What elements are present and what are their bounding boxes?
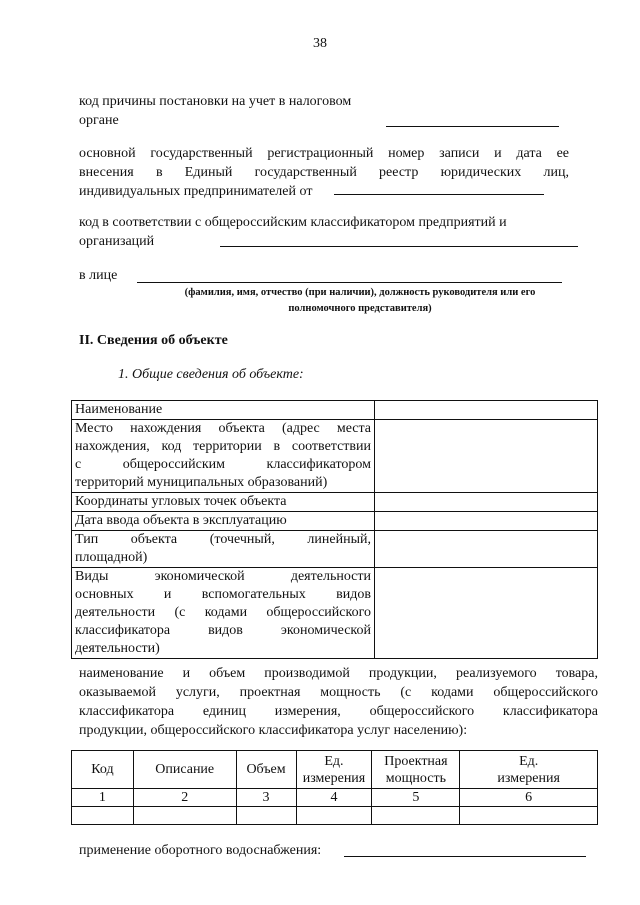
object-info-label-line: площадной) [75, 550, 148, 565]
object-info-value[interactable] [375, 568, 598, 659]
empty-cell[interactable] [133, 807, 236, 825]
empty-cell[interactable] [460, 807, 598, 825]
number-cell: 2 [133, 789, 236, 807]
object-info-label [72, 512, 375, 531]
object-info-table [71, 400, 598, 659]
empty-cell[interactable] [236, 807, 296, 825]
object-info-label-line: Виды экономической деятельности [75, 569, 371, 584]
object-info-label [72, 568, 375, 659]
ogrn-label-line2: внесения в Единый государственный реестр юридических лиц, [79, 165, 569, 180]
header-cell-volume: Объем [236, 751, 296, 789]
products-line1: наименование и объем производимой продукции, реализуемого товара, [79, 666, 598, 681]
object-info-label-line: Наименование [75, 402, 163, 417]
object-info-label-line: основных и вспомогательных видов [75, 587, 371, 602]
object-info-value[interactable] [375, 401, 598, 420]
object-info-row [72, 420, 598, 493]
number-cell: 6 [460, 789, 598, 807]
object-info-row [72, 401, 598, 420]
water-supply-fill-line[interactable] [344, 856, 586, 857]
kpp-field [79, 92, 559, 130]
object-info-label-line: деятельности) [75, 641, 160, 656]
products-number-row [72, 789, 598, 807]
number-cell: 4 [296, 789, 372, 807]
object-info-label-line: с общероссийским классификатором [75, 457, 371, 472]
okpo-label-line2: организаций [79, 234, 155, 249]
object-info-label [72, 401, 375, 420]
header-cell-unit: Ед. измерения [296, 751, 372, 789]
number-cell: 5 [372, 789, 460, 807]
object-info-value[interactable] [375, 531, 598, 568]
products-line4: продукции, общероссийского классификатора услуг населению): [79, 723, 468, 738]
header-cell-code: Код [72, 751, 134, 789]
object-info-row [72, 568, 598, 659]
object-info-label-line: нахождения, код территории в соответствии [75, 439, 371, 454]
empty-cell[interactable] [72, 807, 134, 825]
object-info-row [72, 512, 598, 531]
object-info-row [72, 531, 598, 568]
representative-caption [120, 285, 600, 317]
empty-cell[interactable] [296, 807, 372, 825]
object-info-label-line: территорий муниципальных образований) [75, 475, 328, 490]
products-description [79, 664, 598, 740]
number-cell: 1 [72, 789, 134, 807]
object-info-label-line: Тип объекта (точечный, линейный, [75, 532, 371, 547]
representative-label: в лице [79, 268, 118, 283]
ogrn-label-line1: основной государственный регистрационный номер записи и дата ее [79, 146, 569, 161]
kpp-fill-line[interactable] [386, 126, 559, 127]
ogrn-date-fill-line[interactable] [334, 194, 544, 195]
ogrn-label-line3: индивидуальных предпринимателей от [79, 184, 313, 199]
products-header-row [72, 751, 598, 789]
kpp-label-line1: код причины постановки на учет в налоговом [79, 94, 352, 109]
caption-line1: (фамилия, имя, отчество (при наличии), должность руководителя или его [184, 287, 536, 298]
header-cell-description: Описание [133, 751, 236, 789]
empty-cell[interactable] [372, 807, 460, 825]
okpo-fill-line[interactable] [220, 246, 578, 247]
object-info-label [72, 420, 375, 493]
section-subheading: 1. Общие сведения об объекте: [118, 367, 304, 382]
object-info-label-line: деятельности (с кодами общероссийского [75, 605, 371, 620]
object-info-label [72, 531, 375, 568]
kpp-label-line2: органе [79, 113, 119, 128]
caption-line2: полномочного представителя) [288, 303, 432, 314]
object-info-label-line: Дата ввода объекта в эксплуатацию [75, 513, 287, 528]
header-cell-capacity-unit: Ед. измерения [460, 751, 598, 789]
products-line3: классификатора единиц измерения, общероссийского классификатора [79, 704, 598, 719]
header-cell-design-capacity: Проектная мощность [372, 751, 460, 789]
section-heading: II. Сведения об объекте [79, 333, 228, 348]
object-info-row [72, 493, 598, 512]
object-info-label-line: Место нахождения объекта (адрес места [75, 421, 371, 436]
okpo-label-line1: код в соответствии с общероссийским классификатором предприятий и [79, 215, 507, 230]
object-info-value[interactable] [375, 493, 598, 512]
object-info-label-line: Координаты угловых точек объекта [75, 494, 287, 509]
products-line2: оказываемой услуги, проектная мощность (с кодами общероссийского [79, 685, 598, 700]
number-cell: 3 [236, 789, 296, 807]
products-table [71, 750, 598, 825]
ogrn-field [79, 144, 569, 201]
products-empty-row [72, 807, 598, 825]
object-info-label-line: классификатора видов экономической [75, 623, 371, 638]
object-info-label [72, 493, 375, 512]
page-number: 38 [313, 36, 327, 51]
water-supply-label: применение оборотного водоснабжения: [79, 843, 322, 858]
object-info-value[interactable] [375, 420, 598, 493]
representative-fill-line[interactable] [137, 282, 562, 283]
object-info-value[interactable] [375, 512, 598, 531]
